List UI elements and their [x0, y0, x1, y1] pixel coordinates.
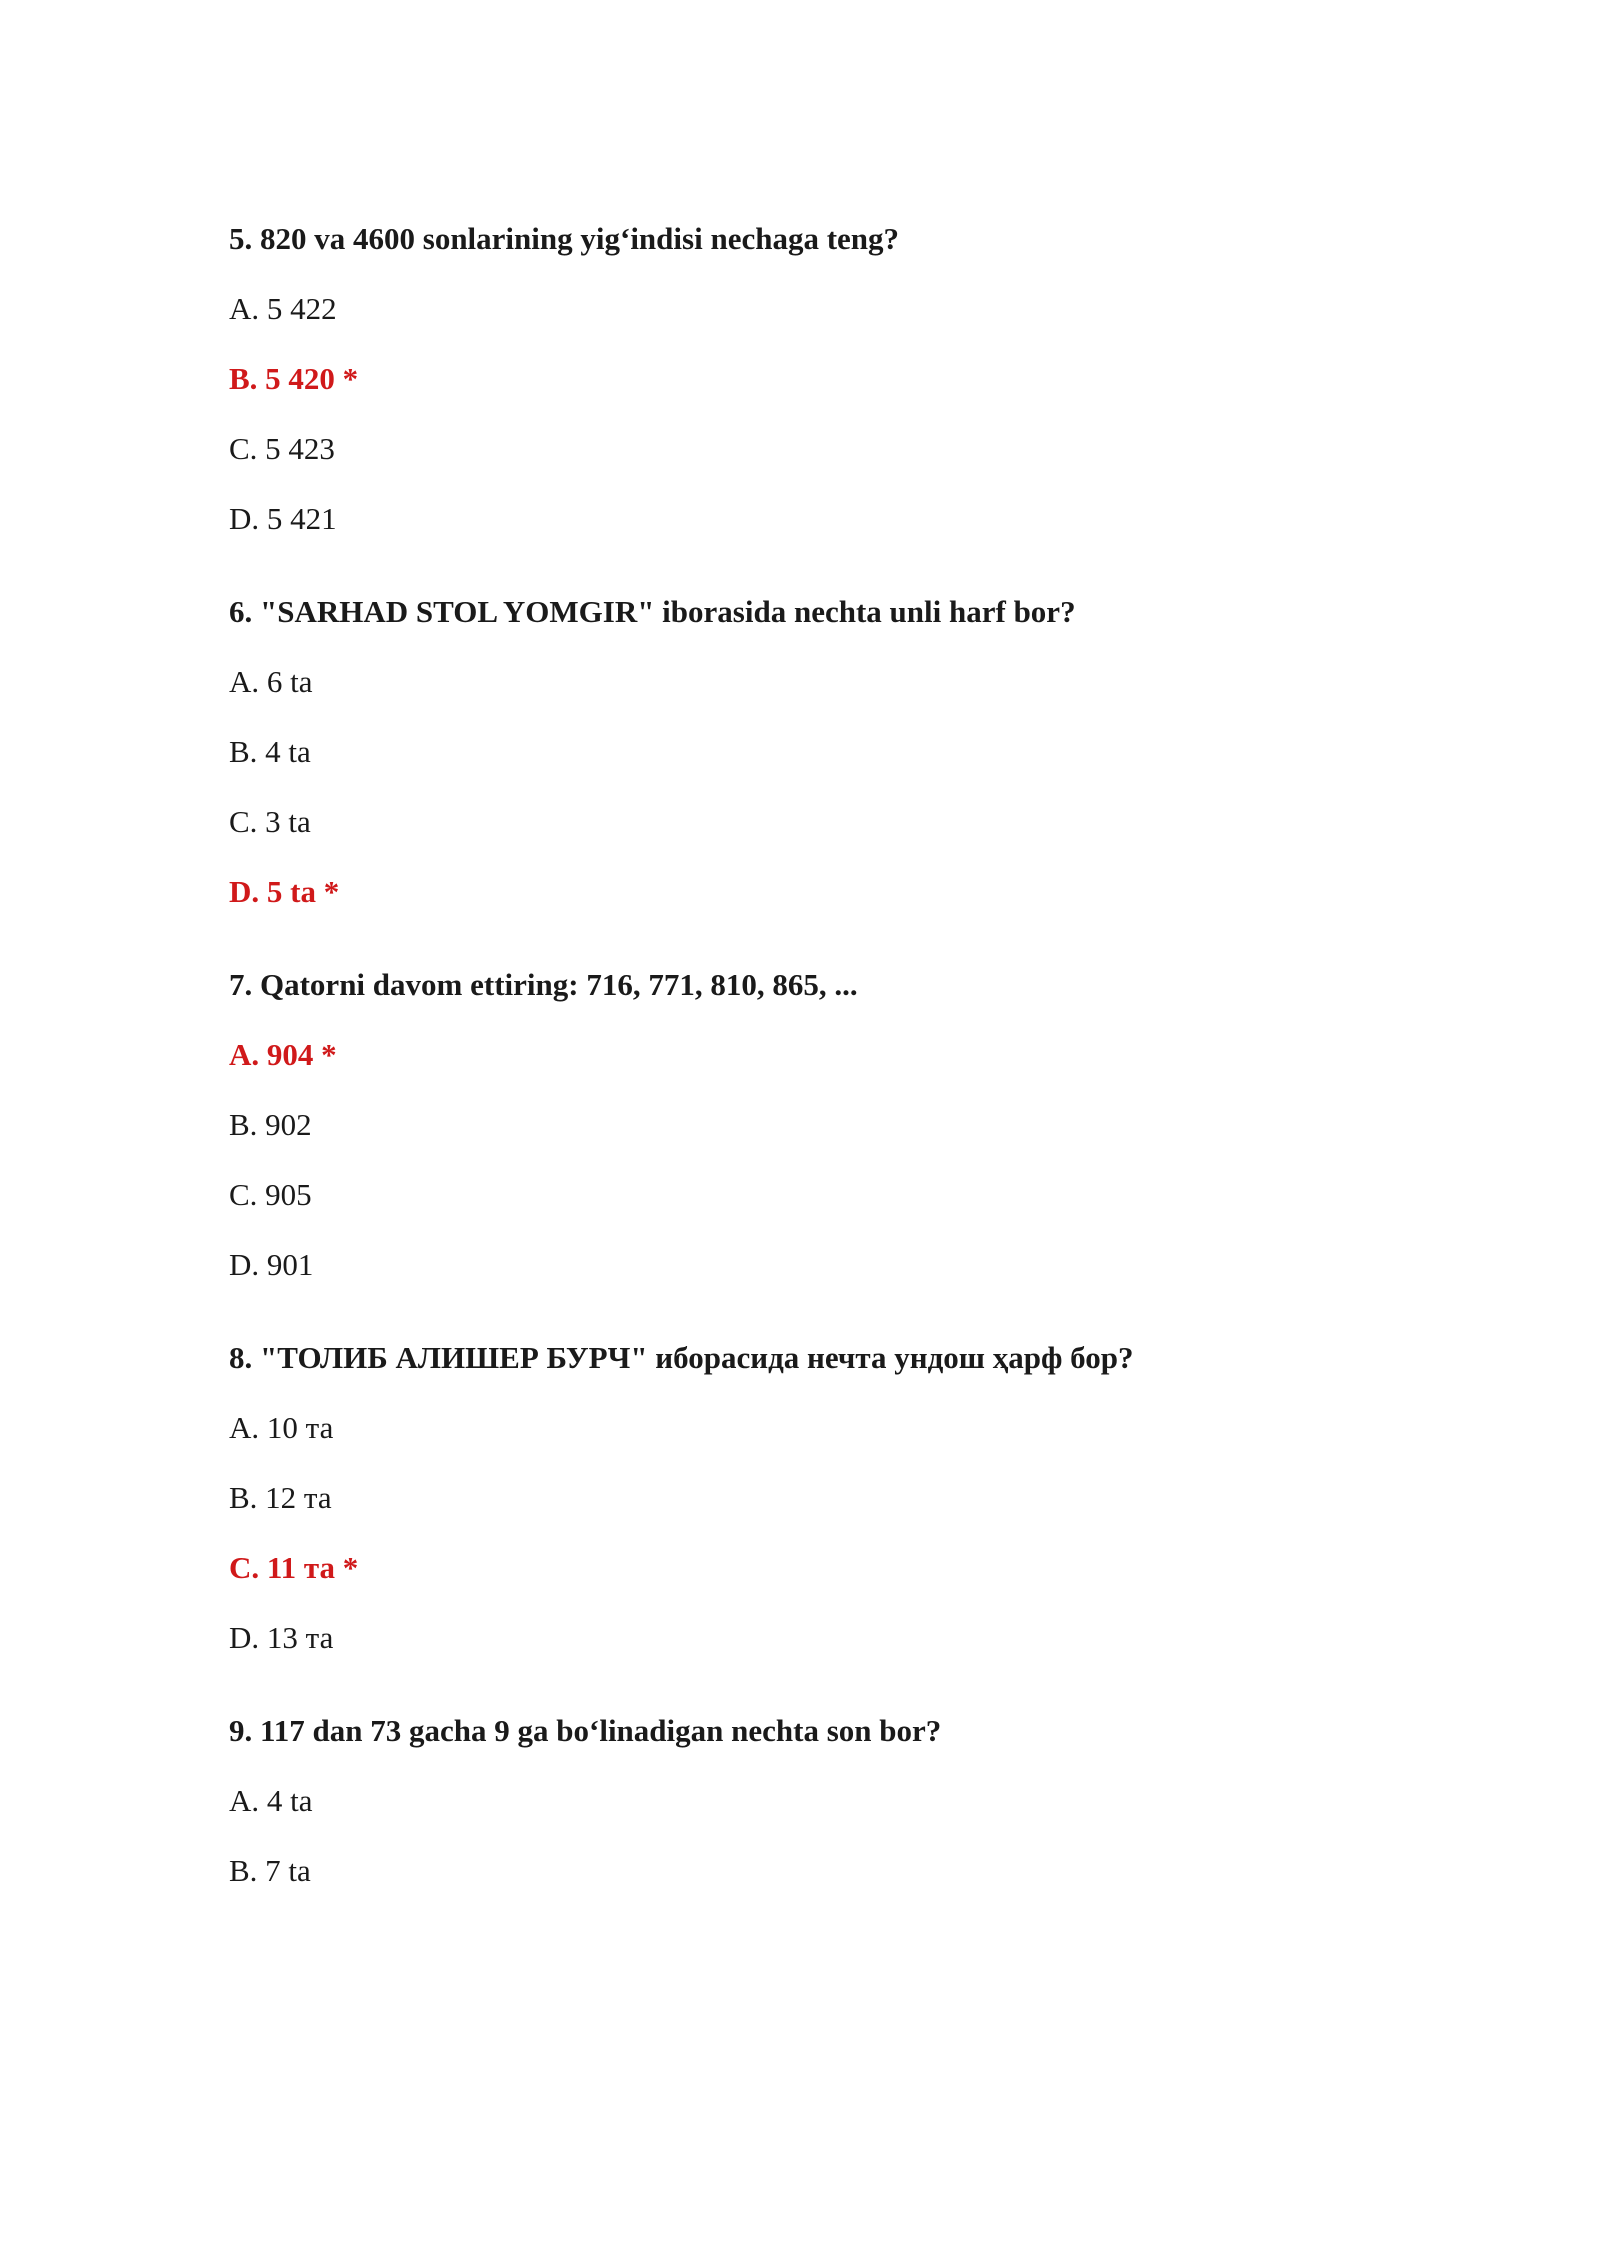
option-c: C. 3 ta	[229, 804, 311, 839]
question-6	[229, 594, 1600, 910]
option-a-correct: A. 904 *	[229, 1037, 337, 1072]
option-list	[229, 1410, 1600, 1656]
option-d-correct: D. 5 ta *	[229, 874, 340, 909]
option-c-correct: C. 11 та *	[229, 1550, 359, 1585]
question-9	[229, 1713, 1600, 1889]
option-d: D. 5 421	[229, 501, 337, 536]
question-5	[229, 221, 1600, 537]
option-a: A. 6 ta	[229, 664, 313, 699]
option-list	[229, 1783, 1600, 1889]
option-b: B. 4 ta	[229, 734, 311, 769]
option-list	[229, 664, 1600, 910]
option-d: D. 901	[229, 1247, 314, 1282]
option-b: B. 902	[229, 1107, 312, 1142]
option-c: C. 5 423	[229, 431, 335, 466]
question-text: 8. "ТОЛИБ АЛИШЕР БУРЧ" иборасида нечта ундош ҳарф бор?	[229, 1340, 1134, 1375]
question-text: 7. Qatorni davom ettiring: 716, 771, 810, 865, ...	[229, 967, 858, 1002]
option-list	[229, 1037, 1600, 1283]
question-text: 6. "SARHAD STOL YOMGIR" iborasida nechta unli harf bor?	[229, 594, 1076, 629]
option-list	[229, 291, 1600, 537]
question-text: 9. 117 dan 73 gacha 9 ga bo‘linadigan nechta son bor?	[229, 1713, 942, 1748]
option-a: A. 10 та	[229, 1410, 334, 1445]
option-a: A. 5 422	[229, 291, 337, 326]
question-8	[229, 1340, 1600, 1656]
option-b: B. 12 та	[229, 1480, 332, 1515]
option-a: A. 4 ta	[229, 1783, 313, 1818]
option-b: B. 7 ta	[229, 1853, 311, 1888]
option-c: C. 905	[229, 1177, 312, 1212]
question-text: 5. 820 va 4600 sonlarining yig‘indisi nechaga teng?	[229, 221, 900, 256]
question-7	[229, 967, 1600, 1283]
option-d: D. 13 та	[229, 1620, 334, 1655]
option-b-correct: B. 5 420 *	[229, 361, 359, 396]
